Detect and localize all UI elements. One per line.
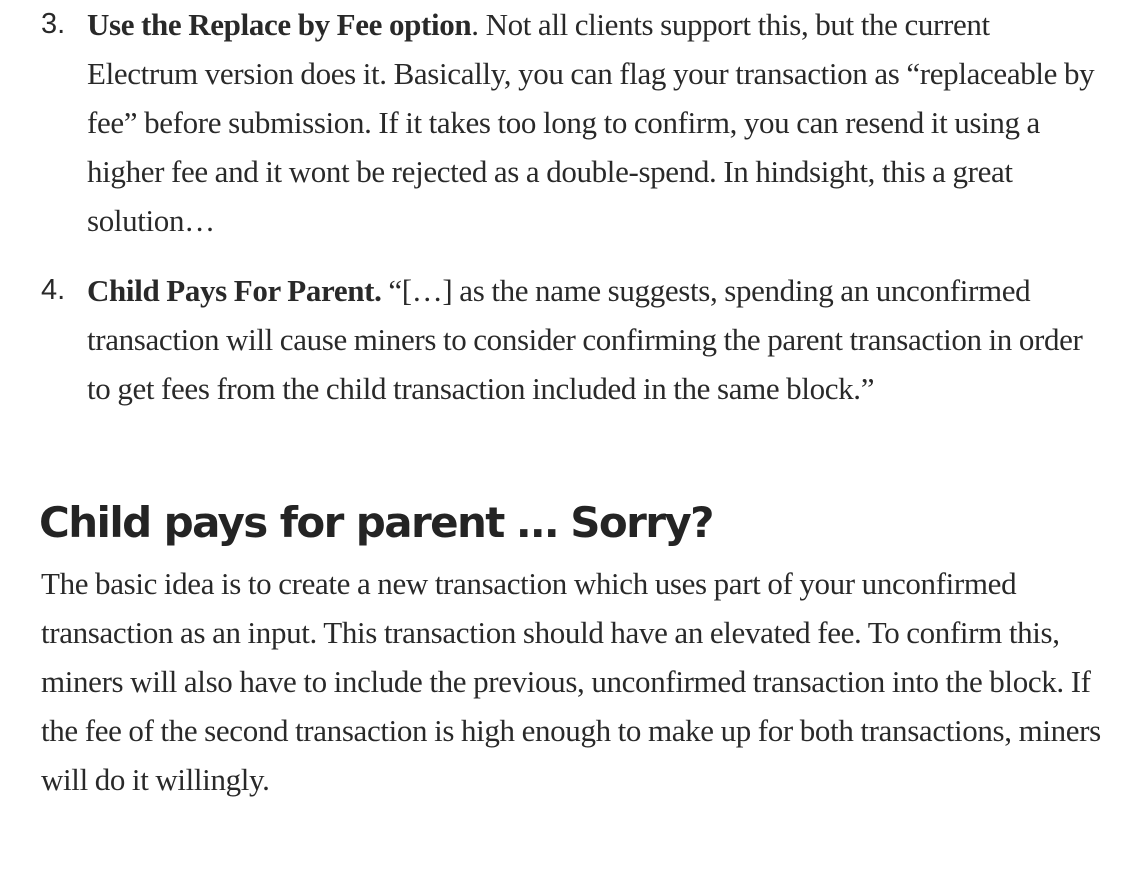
numbered-list [41, 0, 1101, 413]
section-heading: Child pays for parent … Sorry? [39, 498, 713, 547]
list-item-bold-lead: Use the Replace by Fee option [87, 7, 472, 42]
article-body [41, 0, 1101, 804]
list-item-number: 3. [41, 8, 66, 40]
section-paragraph: The basic idea is to create a new transaction which uses part of your unconfirmed transaction as an input. This transaction should have an elevated fee. To confirm this, miners will also have to include the previous, unconfirmed transaction into the block. If the fee of the second transaction is high enough to make up for both transactions, miners will do it willingly. [41, 566, 1101, 797]
list-item-text: “[…] as the name suggests, spending an unconfirmed transaction will cause miners to consider confirming the parent transaction in order to get fees from the child transaction included in the same block.” [87, 273, 1083, 406]
list-item-text: . Not all clients support this, but the current Electrum version does it. Basically, you can flag your transaction as “replaceable by fee” before submission. If it takes too long to confirm, you can resend it using a higher fee and it wont be rejected as a double-spend. In hindsight, this a great solution… [87, 7, 1095, 238]
list-item-bold-lead: Child Pays For Parent. [87, 273, 382, 308]
list-item [41, 0, 1101, 245]
list-item-number: 4. [41, 274, 66, 306]
list-item [41, 266, 1101, 413]
